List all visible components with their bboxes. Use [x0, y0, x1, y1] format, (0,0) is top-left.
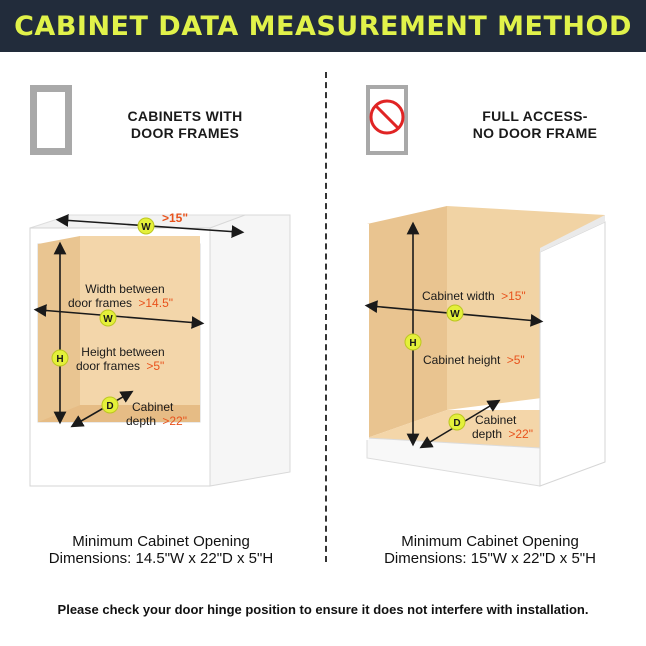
right-depth-label-line-1: Cabinet — [475, 413, 517, 427]
right-depth-label-text: depth — [472, 427, 503, 441]
height-letter: H — [56, 354, 64, 365]
right-type-label-line-2: NO DOOR FRAME — [472, 125, 598, 141]
left-type-label-line-1: CABINETS WITH — [127, 108, 243, 124]
top-width-value: >15" — [162, 211, 189, 225]
depth-badge — [102, 397, 118, 413]
width-label-line-1: Width between — [85, 282, 165, 296]
no-frame-icon — [366, 85, 408, 155]
header-banner — [0, 0, 646, 52]
top-width-letter: W — [141, 222, 151, 233]
width-value: >14.5" — [138, 296, 173, 310]
right-depth-badge — [449, 414, 465, 430]
width-badge — [100, 310, 116, 326]
depth-label-text: depth — [126, 414, 157, 428]
right-caption-line-1: Minimum Cabinet Opening — [401, 533, 579, 550]
left-type-label-line-2: DOOR FRAMES — [130, 125, 240, 141]
hinge-note: Please check your door hinge position to ensure it does not interfere with installation. — [57, 602, 589, 617]
framed-cabinet-illustration — [0, 200, 300, 490]
left-type-label — [100, 108, 270, 142]
depth-value: >22" — [162, 414, 187, 428]
right-height-label — [423, 353, 525, 367]
right-depth-value: >22" — [508, 427, 533, 441]
right-type-label — [450, 108, 620, 142]
height-badge — [52, 350, 68, 366]
right-depth-letter: D — [453, 418, 461, 429]
right-height-text: Cabinet height — [423, 353, 501, 367]
depth-label-line-1: Cabinet — [132, 400, 174, 414]
top-width-badge — [138, 218, 154, 234]
height-value: >5" — [146, 359, 165, 373]
section-divider — [325, 72, 327, 562]
height-label-text: door frames — [76, 359, 141, 373]
depth-label-line-2 — [126, 414, 187, 428]
right-caption-line-2: Dimensions: 15"W x 22"D x 5"H — [384, 550, 596, 567]
width-label-text: door frames — [68, 296, 133, 310]
left-caption-line-2: Dimensions: 14.5"W x 22"D x 5"H — [48, 550, 274, 567]
height-label-line-2 — [76, 359, 164, 373]
right-height-badge — [405, 334, 421, 350]
height-label-line-1: Height between — [81, 345, 165, 359]
width-letter: W — [103, 314, 113, 325]
right-width-letter: W — [450, 309, 460, 320]
right-height-letter: H — [409, 338, 417, 349]
right-depth-label-line-2 — [472, 427, 533, 441]
right-width-value: >15" — [501, 289, 526, 303]
right-width-text: Cabinet width — [422, 289, 495, 303]
page-title: CABINET DATA MEASUREMENT METHOD — [14, 10, 632, 42]
width-label-line-2 — [68, 296, 173, 310]
right-width-label — [422, 289, 526, 303]
left-caption-line-1: Minimum Cabinet Opening — [72, 533, 250, 550]
right-min-opening-caption — [345, 533, 635, 567]
right-height-value: >5" — [506, 353, 525, 367]
frameless-cabinet-illustration — [355, 200, 635, 490]
right-width-badge — [447, 305, 463, 321]
door-frame-icon — [30, 85, 72, 155]
right-type-label-line-1: FULL ACCESS- — [482, 108, 588, 124]
depth-letter: D — [106, 401, 114, 412]
left-min-opening-caption — [20, 533, 302, 567]
